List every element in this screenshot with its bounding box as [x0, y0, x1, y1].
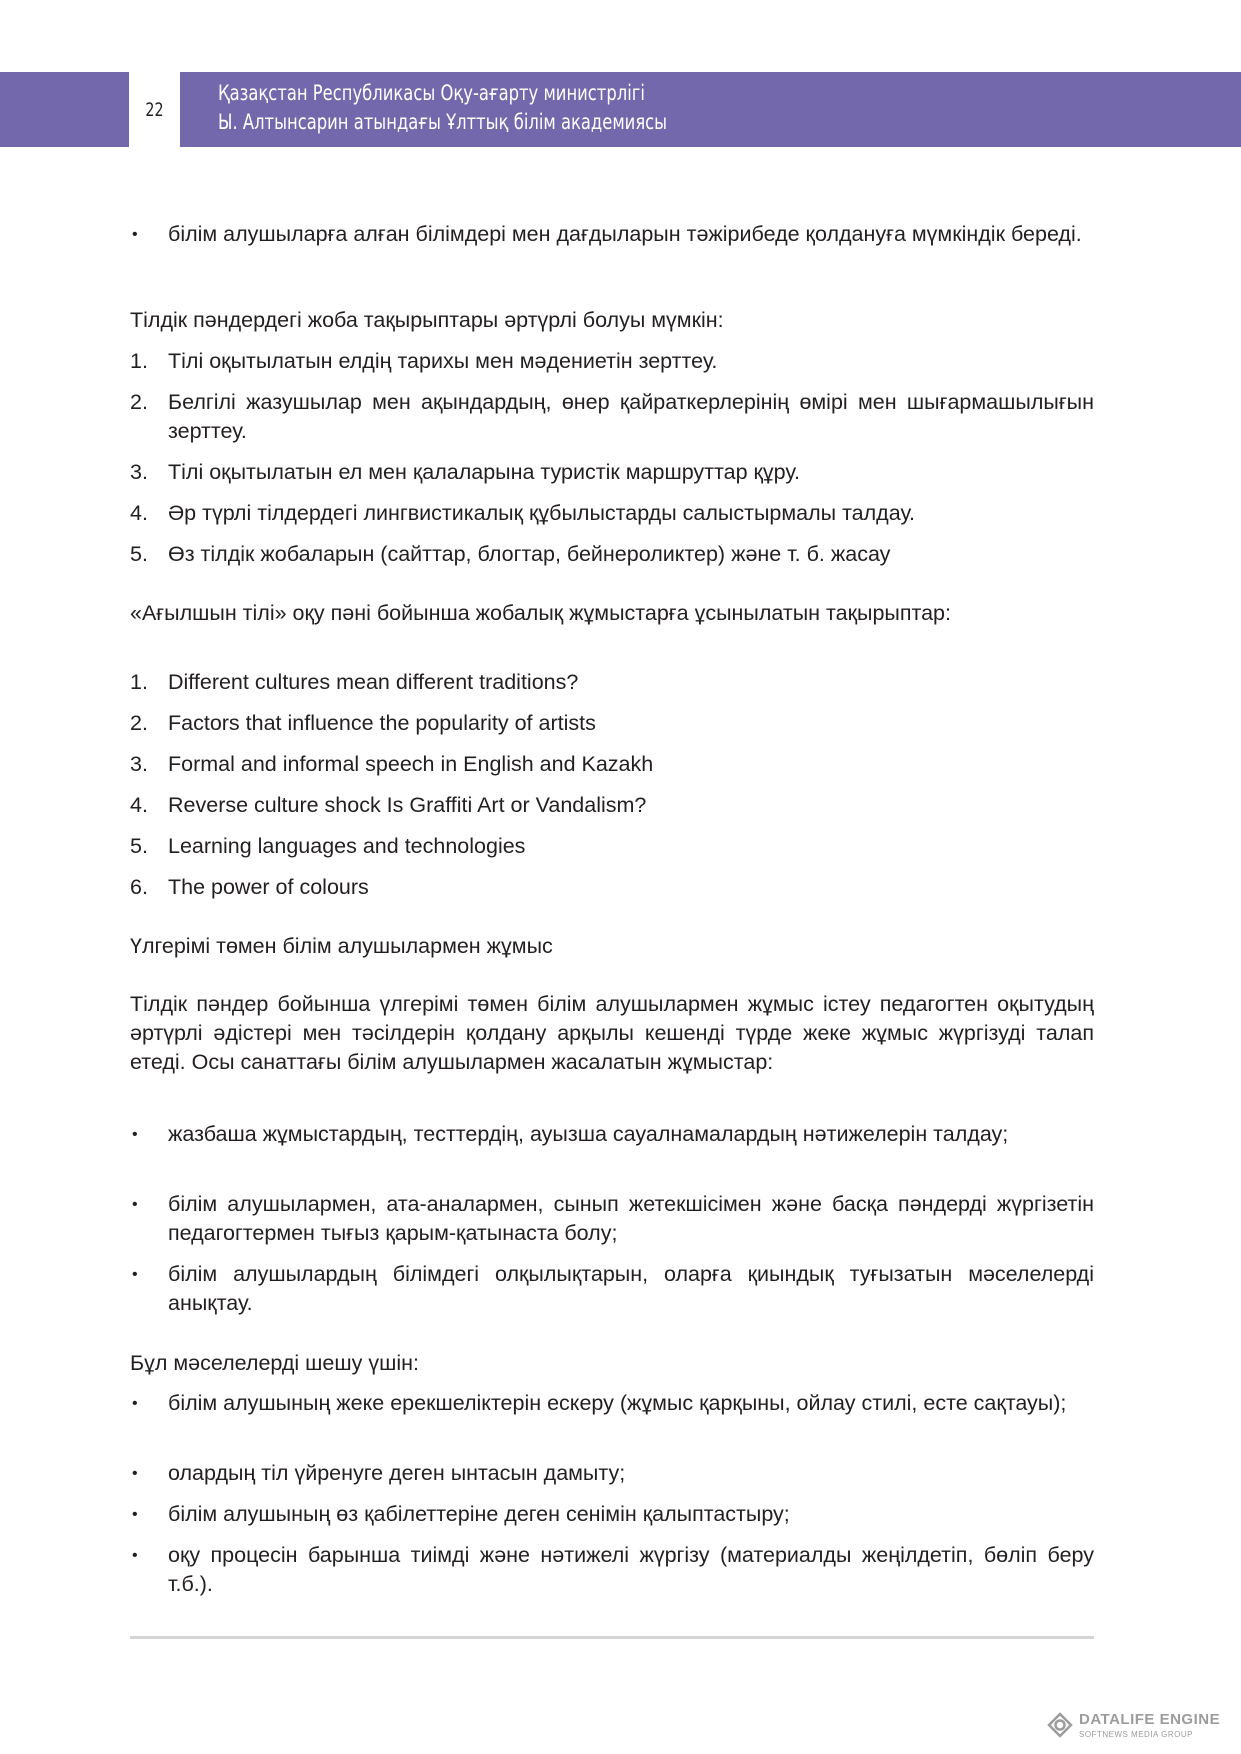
datalife-logo-icon	[1047, 1712, 1073, 1738]
bullet-marker: •	[132, 1506, 138, 1523]
bullet-item: • білім алушыларға алған білімдері мен дағдыларын тәжірибеде қолдануға мүмкіндік береді.	[130, 220, 1094, 249]
footer-divider	[130, 1636, 1094, 1639]
watermark	[1047, 1710, 1237, 1744]
bullet-marker: •	[132, 1126, 138, 1143]
section-heading: Үлгерімі төмен білім алушылармен жұмыс	[130, 934, 553, 958]
numbered-item: 4. Reverse culture shock Is Graffiti Art or Vandalism?	[130, 793, 647, 817]
numbered-item: 1. Different cultures mean different traditions?	[130, 670, 579, 694]
numbered-item: 2. Factors that influence the popularity of artists	[130, 711, 596, 735]
bullet-marker: •	[132, 1465, 138, 1482]
bullet-item: • білім алушылардың білімдегі олқылықтарын, оларға қиындық туғызатын мәселелерді анықтау.	[132, 1262, 1094, 1315]
bullet-marker: •	[132, 226, 138, 243]
numbered-item: 5. Өз тілдік жобаларын (сайттар, блогтар, бейнероликтер) және т. б. жасау	[130, 542, 891, 566]
watermark-subtitle: SOFTNEWS MEDIA GROUP	[1079, 1730, 1194, 1739]
page-number: 22	[145, 98, 164, 121]
header-left-block	[0, 72, 129, 147]
paragraph-intro: Тілдік пәндердегі жоба тақырыптары әртүрлі болуы мүмкін:	[130, 308, 724, 332]
paragraph-intro: «Ағылшын тілі» оқу пәні бойынша жобалық жұмыстарға ұсынылатын тақырыптар:	[130, 601, 951, 625]
bullet-item: • білім алушының өз қабілеттеріне деген сенімін қалыптастыру;	[130, 1500, 1094, 1529]
bullet-marker: •	[132, 1266, 138, 1283]
numbered-item: 6. The power of colours	[130, 875, 369, 899]
header-line-2: Ы. Алтынсарин атындағы Ұлттық білім академиясы	[218, 110, 668, 134]
bullet-item: • білім алушылармен, ата-аналармен, сынып жетекшісімен және басқа пәндерді жүргізетін педагогтермен тығыз қарым-қатынаста болу;	[132, 1192, 1094, 1245]
header-line-1: Қазақстан Республикасы Оқу-ағарту министрлігі	[218, 81, 645, 105]
numbered-item: 1. Тілі оқытылатын елдің тарихы мен мәдениетін зерттеу.	[130, 349, 718, 373]
bullet-marker: •	[132, 1547, 138, 1564]
numbered-item: 3. Тілі оқытылатын ел мен қалаларына туристік маршруттар құру.	[130, 460, 800, 484]
paragraph: Тілдік пәндер бойынша үлгерімі төмен білім алушылармен жұмыс істеу педагогтен оқытудың әртүрлі әдістері мен тәсілдерін қолдану арқылы кешенді түрде жеке жұмыс жүргізуді талап етеді. Осы санаттағы білім алушылармен жасалатын жұмыстар:	[130, 992, 1094, 1074]
bullet-item: • жазбаша жұмыстардың, тесттердің, ауызша сауалнамалардың нәтижелерін талдау;	[130, 1120, 1094, 1149]
numbered-item: 5. Learning languages and technologies	[130, 834, 526, 858]
paragraph-intro: Бұл мәселелерді шешу үшін:	[130, 1351, 419, 1375]
bullet-marker: •	[132, 1196, 138, 1213]
watermark-title: DATALIFE ENGINE	[1079, 1711, 1221, 1728]
header-band	[180, 72, 1241, 147]
numbered-item: 4. Әр түрлі тілдердегі лингвистикалық құбылыстарды салыстырмалы талдау.	[130, 501, 916, 525]
bullet-item: • оқу процесін барынша тиімді және нәтижелі жүргізу (материалды жеңілдетіп, бөліп беру т.б.).	[132, 1543, 1094, 1596]
bullet-item: • олардың тіл үйренуге деген ынтасын дамыту;	[130, 1459, 1094, 1488]
numbered-item: 3. Formal and informal speech in English and Kazakh	[130, 752, 654, 776]
bullet-item: • білім алушының жеке ерекшеліктерін ескеру (жұмыс қарқыны, ойлау стилі, есте сақтауы);	[130, 1389, 1094, 1418]
bullet-marker: •	[132, 1395, 138, 1412]
numbered-item: 2. Белгілі жазушылар мен ақындардың, өнер қайраткерлерінің өмірі мен шығармашылығын зерттеу.	[130, 390, 1094, 443]
